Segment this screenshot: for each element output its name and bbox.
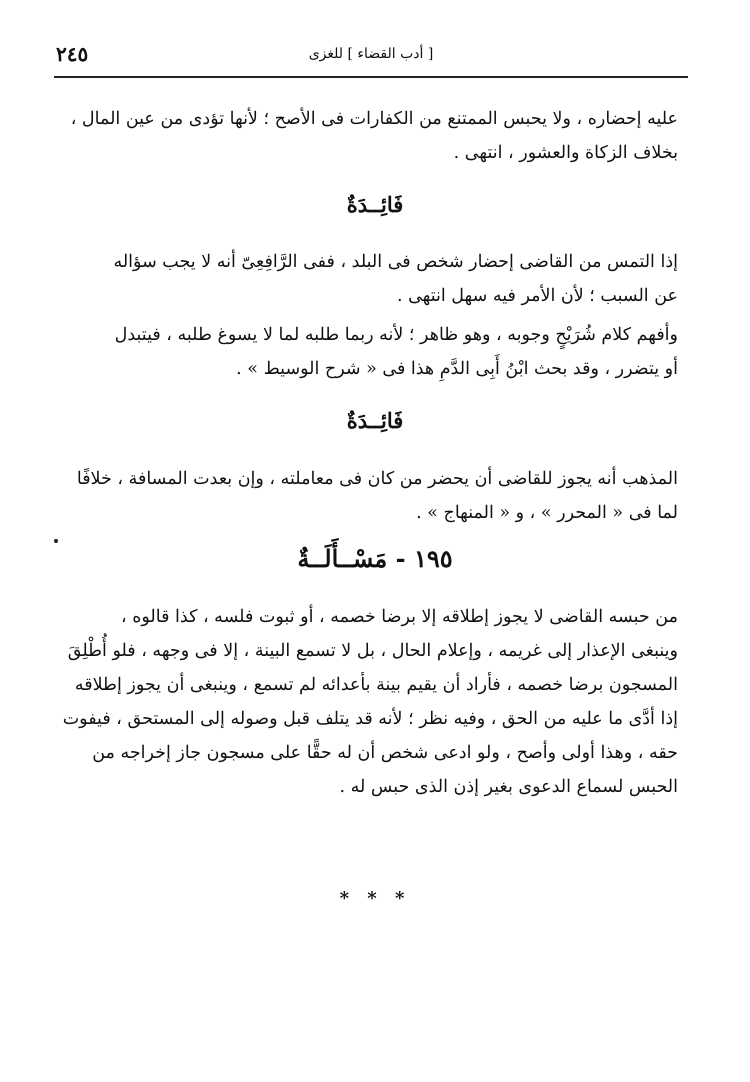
ink-dot: [54, 539, 58, 543]
paragraph-4: [62, 462, 678, 530]
page-header: [56, 40, 686, 74]
masala-heading: ١٩٥ - مَسْــأَلَــةٌ: [297, 544, 453, 573]
text-line: وينبغى الإعذار إلى غريمه ، وإعلام الحال ، بل لا تسمع البينة ، إلا فى وجهه ، فلو أُطْلِقَ: [67, 641, 678, 661]
text-line: حقه ، وهذا أولى وأصح ، ولو ادعى شخص أن له حقًّا على مسجون جاز إخراجه من: [92, 743, 678, 763]
text-line: عليه إحضاره ، ولا يحبس الممتنع من الكفارات فى الأصح ؛ لأنها تؤدى من عين المال ،: [70, 109, 678, 129]
paragraph-1: [62, 102, 678, 170]
section-heading-faida-1: فَائِــدَةٌ: [346, 192, 404, 217]
text-line: وأفهم كلام شُرَيْحٍ وجوبه ، وهو ظاهر ؛ لأنه ربما طلبه لما لا يسوغ طلبه ، فيتبدل: [114, 325, 678, 345]
text-line: إذا التمس من القاضى إحضار شخص فى البلد ، ففى الرَّافِعِىّ أنه لا يجب سؤاله: [113, 252, 678, 272]
text-line: المسجون برضا خصمه ، فأراد أن يقيم بينة بأعدائه لم تسمع ، وينبغى أن يجوز إطلاقه: [74, 675, 678, 695]
section-heading-faida-2: فَائِــدَةٌ: [346, 408, 404, 433]
text-line: الحبس لسماع الدعوى بغير إذن الذى حبس له .: [339, 777, 678, 797]
text-line: لما فى « المحرر » ، و « المنهاج » .: [416, 503, 678, 523]
text-line: عن السبب ؛ لأن الأمر فيه سهل انتهى .: [396, 286, 678, 306]
header-rule: [54, 76, 688, 78]
paragraph-5: [62, 600, 678, 804]
page-number: ٢٤٥: [56, 42, 89, 66]
text-line: أو يتضرر ، وقد بحث ابْنُ أَبِى الدَّمِ هذا فى « شرح الوسيط » .: [236, 359, 678, 379]
running-title: [ أدب القضاء ] للغزى: [308, 46, 434, 62]
end-ornament: * * *: [339, 888, 411, 909]
paragraph-2: [62, 245, 678, 313]
text-line: بخلاف الزكاة والعشور ، انتهى .: [453, 143, 678, 163]
paragraph-3: [62, 318, 678, 386]
text-line: من حبسه القاضى لا يجوز إطلاقه إلا برضا خصمه ، أو ثبوت فلسه ، كذا قالوه ،: [121, 607, 678, 627]
text-line: إذا أدَّى ما عليه من الحق ، وفيه نظر ؛ لأنه قد يتلف قبل وصوله إلى المستحق ، فيفوت: [62, 709, 678, 729]
text-line: المذهب أنه يجوز للقاضى أن يحضر من كان فى معاملته ، وإن بعدت المسافة ، خلافًا: [76, 469, 678, 489]
